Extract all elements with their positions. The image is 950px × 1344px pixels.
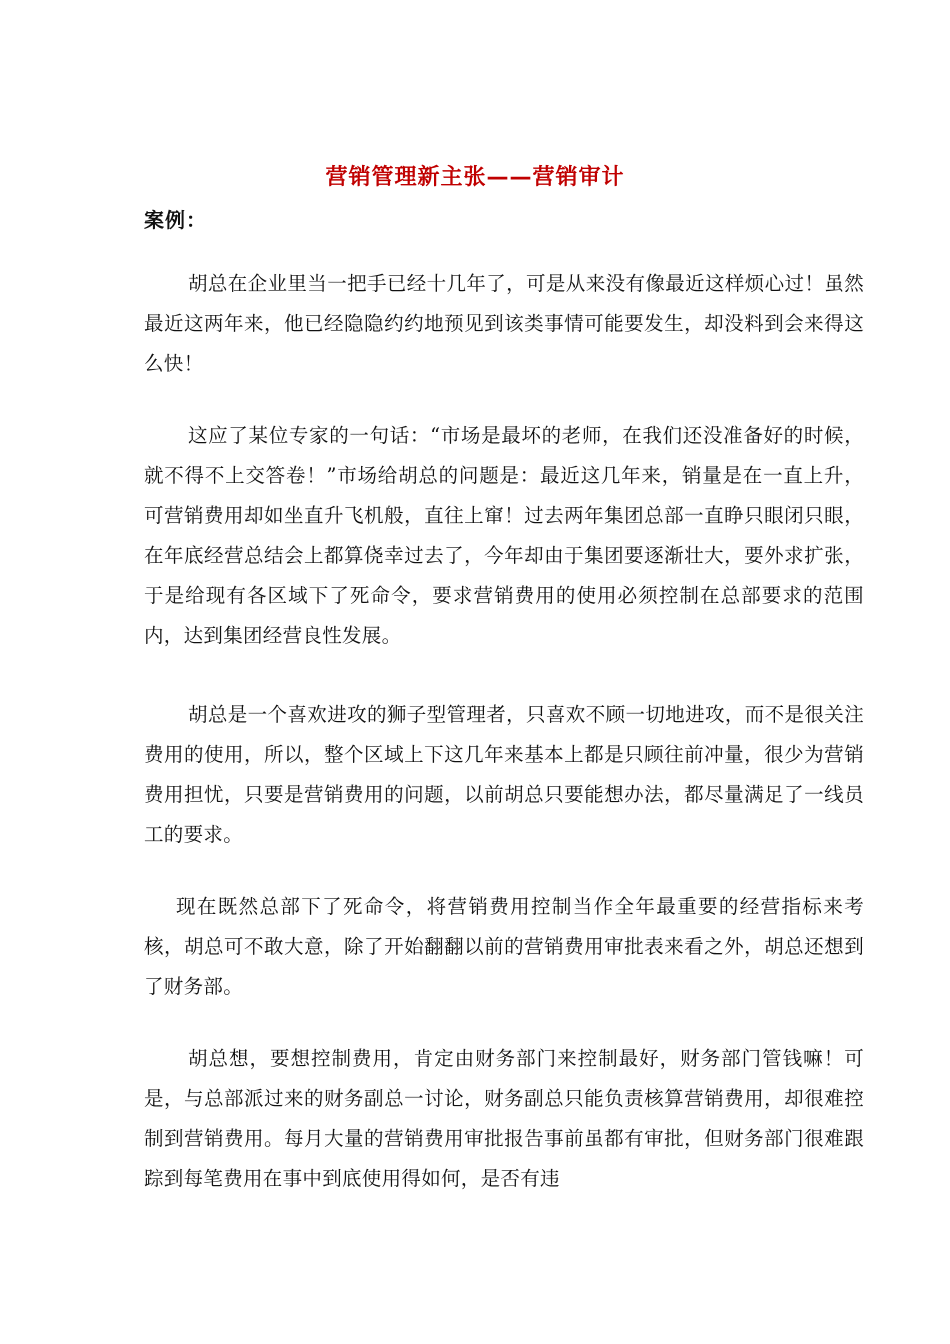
paragraph-5: 胡总想，要想控制费用，肯定由财务部门来控制最好，财务部门管钱嘛！可是，与总部派过来的财务副总一讨论，财务副总只能负责核算营销费用，却很难控制到营销费用。每月大量的营销费用审批报告事前虽都有审批，但财务部门很难跟踪到每笔费用在事中到底使用得如何，是否有违	[144, 1047, 864, 1190]
paragraph-1: 胡总在企业里当一把手已经十几年了，可是从来没有像最近这样烦心过！虽然最近这两年来，他已经隐隐约约地预见到该类事情可能要发生，却没料到会来得这么快！	[144, 272, 864, 375]
paragraph-2: 这应了某位专家的一句话：“市场是最坏的老师，在我们还没准备好的时候，就不得不上交答卷！”市场给胡总的问题是：最近这几年来，销量是在一直上升，可营销费用却如坐直升飞机般，直往上窜！过去两年集团总部一直睁只眼闭只眼，在年底经营总结会上都算侥幸过去了，今年却由于集团要逐渐壮大，要外求扩张，于是给现有各区域下了死命令，要求营销费用的使用必须控制在总部要求的范围内，达到集团经营良性发展。	[144, 424, 864, 647]
document-title: 营销管理新主张——营销审计	[325, 165, 625, 190]
paragraph-3: 胡总是一个喜欢进攻的狮子型管理者，只喜欢不顾一切地进攻，而不是很关注费用的使用，所以，整个区域上下这几年来基本上都是只顾往前冲量，很少为营销费用担忧，只要是营销费用的问题，以前胡总只要能想办法，都尽量满足了一线员工的要求。	[144, 703, 864, 846]
case-label: 案例：	[144, 208, 207, 232]
paragraph-4: 现在既然总部下了死命令，将营销费用控制当作全年最重要的经营指标来考核，胡总可不敢大意，除了开始翻翻以前的营销费用审批表来看之外，胡总还想到了财务部。	[144, 895, 864, 998]
